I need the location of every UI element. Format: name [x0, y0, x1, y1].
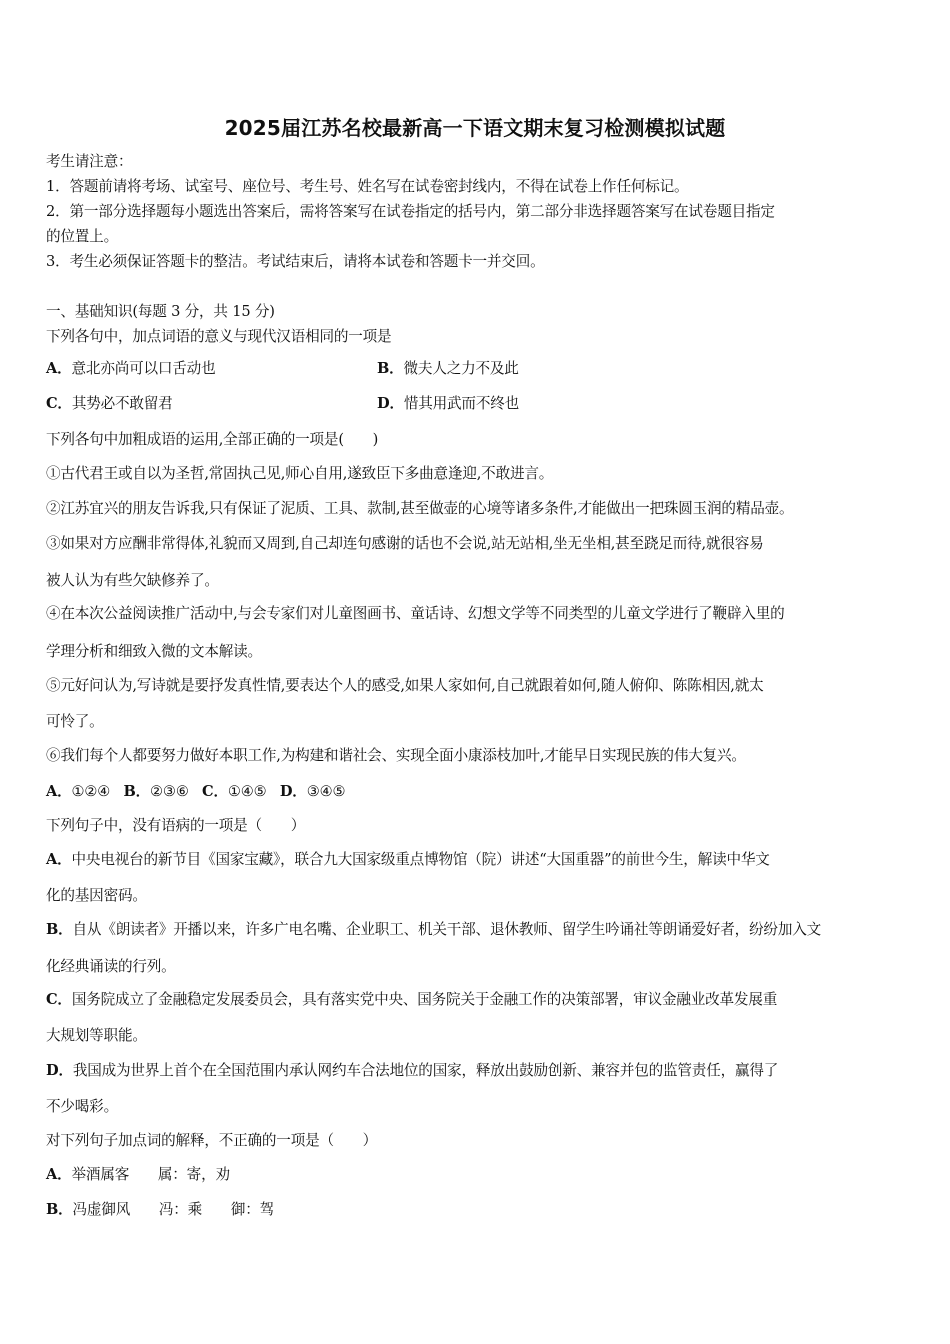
q1-option-a: A．意北亦尚可以口舌动也 [46, 360, 216, 377]
q3-option-line: 化的基因密码。 [46, 887, 147, 904]
q2-line: ⑤元好问认为,写诗就是要抒发真性情,要表达个人的感受,如果人家如何,自己就跟着如何,随人俯仰、陈陈相因,就太 [46, 677, 764, 694]
q3-option-line: 化经典诵读的行列。 [46, 958, 176, 975]
q1-option-row [46, 359, 912, 379]
q1-option-b: B．微夫人之力不及此 [377, 360, 519, 377]
q1-option-d: D．惜其用武而不终也 [377, 395, 520, 412]
q3-option-line: 大规划等职能。 [46, 1027, 147, 1044]
q2-line: 学理分析和细致入微的文本解读。 [46, 643, 262, 660]
notice-item: 1．答题前请将考场、试室号、座位号、考生号、姓名写在试卷密封线内，不得在试卷上作任何标记。 [46, 178, 689, 195]
section-heading: 一、基础知识(每题 3 分，共 15 分) [46, 303, 275, 320]
q3-option-line: C．国务院成立了金融稳定发展委员会，具有落实党中央、国务院关于金融工作的决策部署，审议金融业改革发展重 [46, 991, 778, 1008]
q3-option-line: D．我国成为世界上首个在全国范围内承认网约车合法地位的国家，释放出鼓励创新、兼容并包的监管责任，赢得了 [46, 1062, 779, 1079]
notice-item: 2．第一部分选择题每小题选出答案后，需将答案写在试卷指定的括号内，第二部分非选择题答案写在试卷题目指定 [46, 203, 775, 220]
q2-line: ③如果对方应酬非常得体,礼貌而又周到,自己却连句感谢的话也不会说,站无站相,坐无坐相,甚至跷足而待,就很容易 [46, 535, 764, 552]
notice-heading: 考生请注意： [46, 153, 133, 170]
q1-stem: 下列各句中，加点词语的意义与现代汉语相同的一项是 [46, 328, 392, 345]
q4-option-a: A．举酒属客 属：寄，劝 [46, 1166, 230, 1183]
q4-option-b: B．冯虚御风 冯：乘 御：驾 [46, 1201, 275, 1218]
q2-options: A．①②④ B．②③⑥ C．①④⑤ D．③④⑤ [46, 783, 346, 800]
q2-line: 被人认为有些欠缺修养了。 [46, 572, 219, 589]
q1-option-row [46, 394, 912, 414]
notice-item: 3．考生必须保证答题卡的整洁。考试结束后，请将本试卷和答题卡一并交回。 [46, 253, 545, 270]
q1-option-c: C．其势必不敢留君 [46, 395, 173, 412]
q2-line: ④在本次公益阅读推广活动中,与会专家们对儿童图画书、童话诗、幻想文学等不同类型的儿童文学进行了鞭辟入里的 [46, 605, 785, 622]
q4-stem: 对下列句子加点词的解释，不正确的一项是（ ） [46, 1132, 378, 1149]
q2-line: 可怜了。 [46, 713, 104, 730]
q3-stem: 下列句子中，没有语病的一项是（ ） [46, 817, 306, 834]
q3-option-line: A．中央电视台的新节目《国家宝藏》，联合九大国家级重点博物馆（院）讲述“大国重器”的前世今生，解读中华文 [46, 851, 770, 868]
q2-line: ②江苏宜兴的朋友告诉我,只有保证了泥质、工具、款制,甚至做壶的心境等诸多条件,才能做出一把珠圆玉润的精品壶。 [46, 500, 794, 517]
q3-option-line: 不少喝彩。 [46, 1098, 118, 1115]
q2-stem: 下列各句中加粗成语的运用,全部正确的一项是( ) [46, 431, 379, 448]
page-title: 2025届江苏名校最新高一下语文期末复习检测模拟试题 [224, 116, 726, 140]
q2-line: ⑥我们每个人都要努力做好本职工作,为构建和谐社会、实现全面小康添枝加叶,才能早日实现民族的伟大复兴。 [46, 747, 746, 764]
notice-item: 的位置上。 [46, 228, 118, 245]
q2-line: ①古代君王或自以为圣哲,常固执己见,师心自用,遂致臣下多曲意逢迎,不敢进言。 [46, 465, 554, 482]
q3-option-line: B．自从《朗读者》开播以来，许多广电名嘴、企业职工、机关干部、退休教师、留学生吟诵社等朗诵爱好者，纷纷加入文 [46, 921, 822, 938]
